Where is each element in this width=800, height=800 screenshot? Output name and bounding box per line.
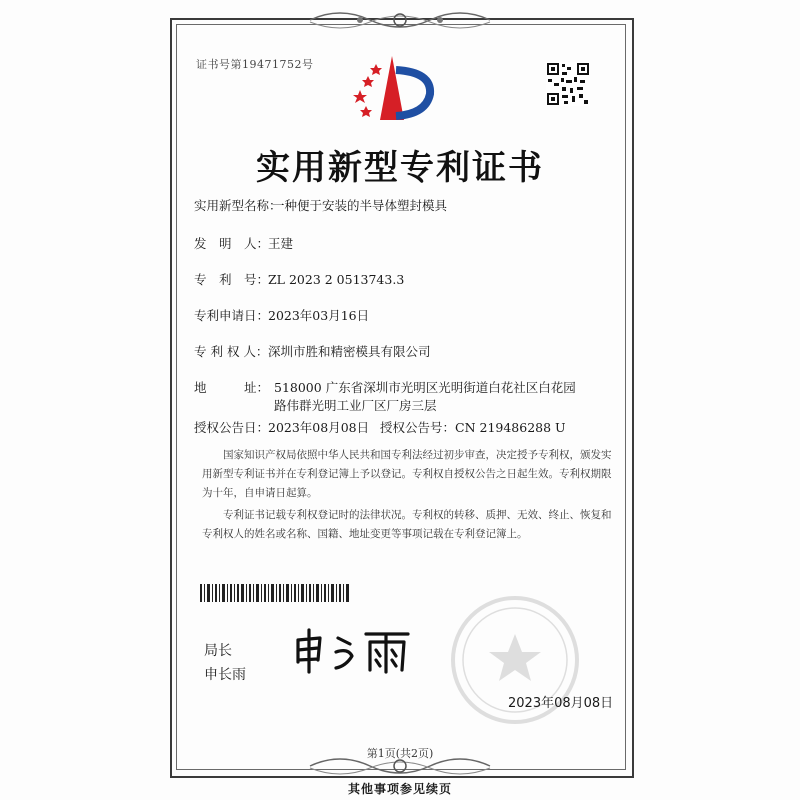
grant-number-label: 授权公告号： [380,420,456,435]
page-number: 第1页(共2页) [366,747,434,760]
qr-code-icon [546,62,590,106]
signature-date: 2023年08月08日 [508,696,614,711]
inventor-label: 发 明 人： [194,236,270,251]
address-line-2: 路伟群光明工业厂区厂房三层 [274,398,437,413]
grant-row [194,418,566,436]
certificate-number: 证书号第19471752号 [196,58,314,71]
top-ornament-icon [300,6,500,34]
cnipa-emblem-icon [352,50,438,130]
filing-date-row [194,306,369,324]
patentee-label: 专 利 权 人： [194,344,269,359]
grant-date-label: 授权公告日： [194,420,270,435]
patent-number-row [194,270,404,288]
patent-number-value: ZL 2023 2 0513743.3 [268,272,405,287]
name-label: 实用新型名称： [194,198,282,213]
patent-number-label: 专 利 号： [194,272,270,287]
inventor-row [194,234,293,252]
utility-model-name-row [194,196,447,214]
grant-statement-paragraph: 国家知识产权局依照中华人民共和国专利法经过初步审查，决定授予专利权，颁发实用新型专利证书并在专利登记簿上予以登记。专利权自授权公告之日起生效。专利权期限为十年，自申请日起算。 [202,449,612,499]
filing-date-value: 2023年03月16日 [268,308,370,323]
filing-date-label: 专利申请日： [194,308,270,323]
handwritten-signature [290,626,420,676]
patentee-row [194,342,431,360]
barcode-icon [200,584,350,602]
patentee-value: 深圳市胜和精密模具有限公司 [268,344,431,359]
grant-number-value: CN 219486288 U [455,420,566,435]
address-label: 地 址： [194,380,270,395]
grant-date-value: 2023年08月08日 [268,420,370,435]
address-line-1: 518000 广东省深圳市光明区光明街道白花社区白花园 [274,380,576,395]
name-value: 一种便于安装的半导体塑封模具 [272,198,448,213]
continuation-note: 其他事项参见续页 [347,782,452,796]
inventor-value: 王建 [268,236,294,251]
certificate-title: 实用新型专利证书 [256,148,544,188]
signatory-name: 申长雨 [204,667,246,683]
signatory-title: 局长 [204,643,232,659]
legal-status-paragraph: 专利证书记载专利权登记时的法律状况。专利权的转移、质押、无效、终止、恢复和专利权人的姓名或名称、国籍、地址变更等事项记载在专利登记簿上。 [202,509,612,540]
address-row [194,378,576,396]
